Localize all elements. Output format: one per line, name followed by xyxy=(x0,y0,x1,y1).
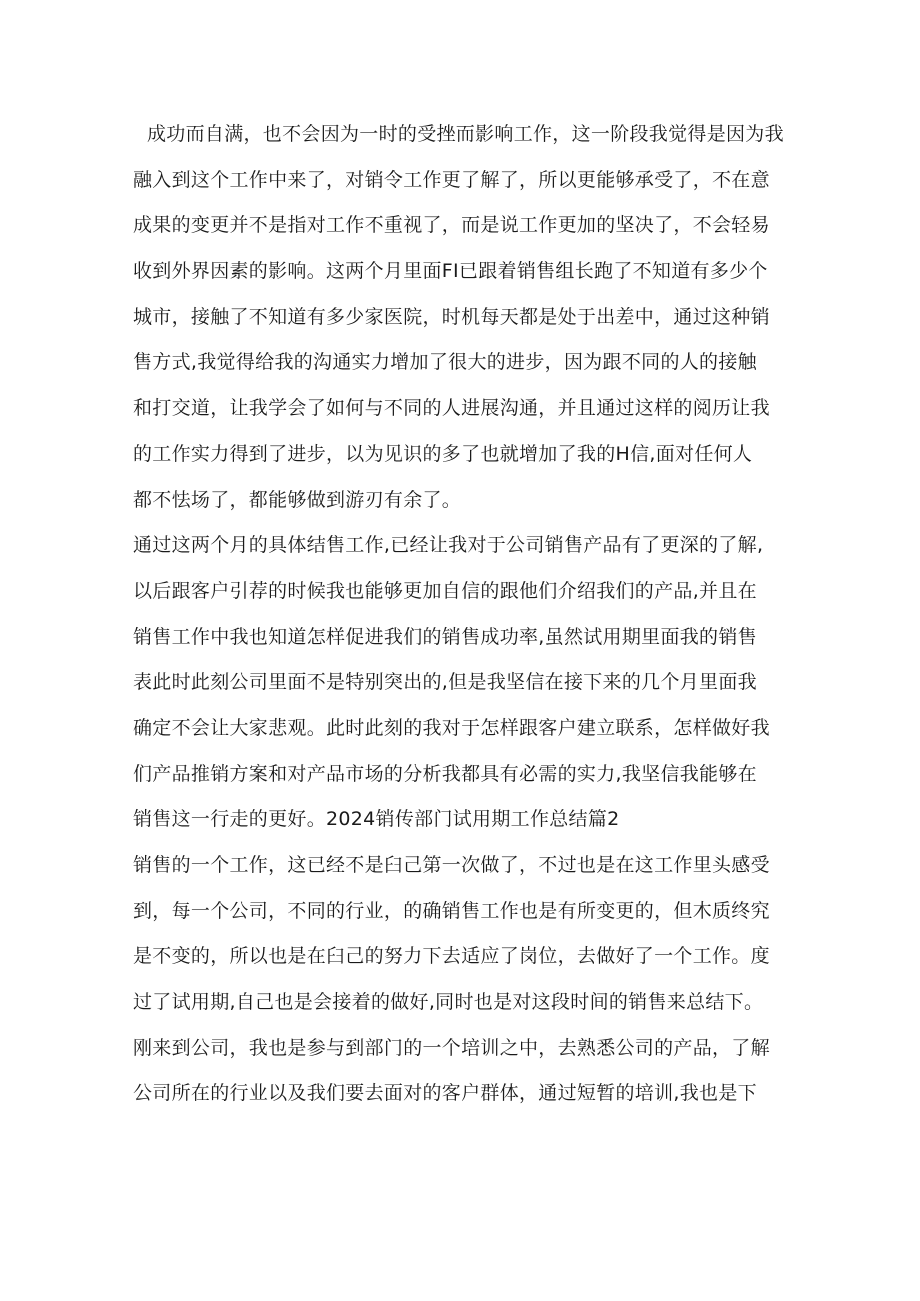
text-line: 过了试用期,自己也是会接着的做好,同时也是对这段时间的销售来总结下。 xyxy=(133,991,764,1014)
text-line: 成功而自满，也不会因为一时的受挫而影响工作，这一阶段我觉得是因为我 xyxy=(147,123,784,145)
text-line: 销售工作中我也知道怎样促进我们的销售成功率,虽然试用期里面我的销售 xyxy=(133,625,757,648)
text-line: 销售的一个工作，这已经不是臼己第一次做了，不过也是在这工作里头感受 xyxy=(133,854,770,876)
text-line: 城市，接触了不知道有多少家医院，时机每天都是处于出差中，通过这种销 xyxy=(133,305,770,328)
text-line: 和打交道，让我学会了如何与不同的人进展沟通，并且通过这样的阅历让我 xyxy=(133,397,770,420)
text-line: 都不怯场了，都能够做到游刃有余了。 xyxy=(133,488,462,511)
text-line: 确定不会让大家悲观。此时此刻的我对于怎样跟客户建立联系，怎样做好我 xyxy=(133,716,770,739)
text-line: 表此时此刻公司里面不是特别突出的,但是我坚信在接下来的几个月里面我 xyxy=(133,671,757,694)
text-line: 公司所在的行业以及我们要去面对的客户群体，通过短暂的培训,我也是下 xyxy=(133,1082,757,1105)
text-line: 们产品推销方案和对产品市场的分析我都具有必需的实力,我坚信我能够在 xyxy=(133,762,757,785)
text-line: 的工作实力得到了进步，以为见识的多了也就增加了我的H信,面对任何人 xyxy=(133,442,753,465)
text-line: 刚来到公司，我也是参与到部门的一个培训之中，去熟悉公司的产品，了解 xyxy=(133,1036,770,1059)
text-line: 销售这一行走的更好。2024销传部门试用期工作总结篇2 xyxy=(133,808,620,831)
document-body xyxy=(0,112,920,1117)
text-line: 成果的变更并不是指对工作不重视了，而是说工作更加的坚决了，不会轻易 xyxy=(133,214,770,237)
text-line: 售方式,我觉得给我的沟通实力增加了很大的进步，因为跟不同的人的接触 xyxy=(133,351,757,374)
text-line: 到，每一个公司，不同的行业，的确销售工作也是有所变更的，但木质终究 xyxy=(133,899,770,922)
text-line: 融入到这个工作中来了，对销令工作更了解了，所以更能够承受了，不在意 xyxy=(133,168,770,191)
text-line: 以后跟客户引荐的时候我也能够更加自信的跟他们介绍我们的产品,并且在 xyxy=(133,579,757,602)
text-line: 是不变的，所以也是在臼己的努力下去适应了岗位，去做好了一个工作。度 xyxy=(133,945,770,968)
text-line: 通过这两个月的具体结售工作,已经让我对于公司销售产品有了更深的了解, xyxy=(133,534,764,557)
text-line: 收到外界因素的影响。这两个月里面FI已跟着销售组长跑了不知道有多少个 xyxy=(133,260,768,283)
